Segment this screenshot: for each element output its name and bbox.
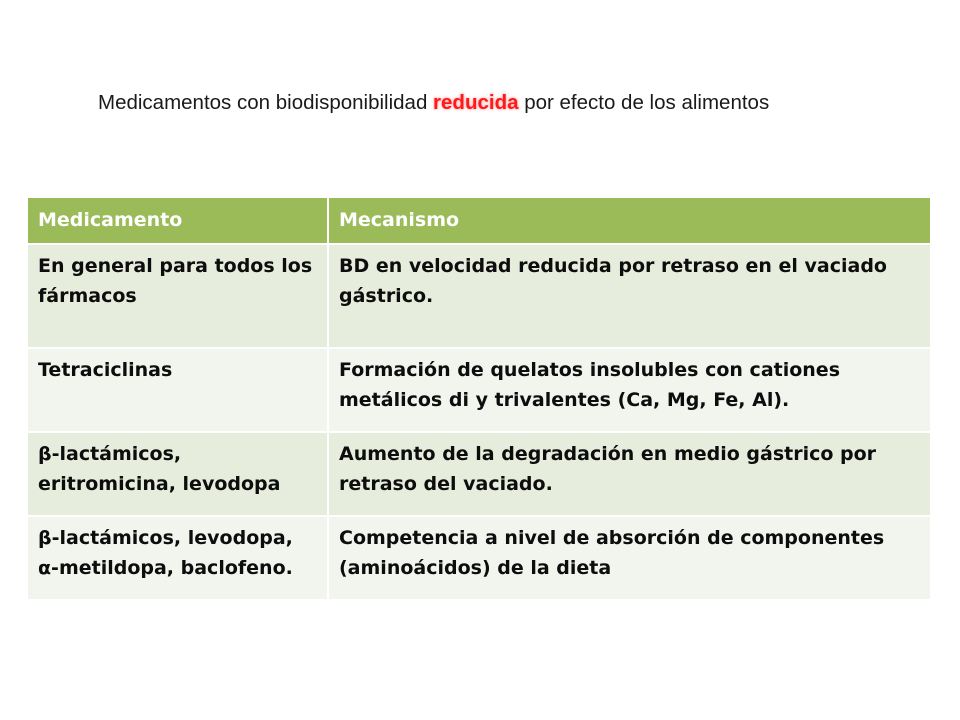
table-row [27,348,931,432]
cell-mecanismo: Competencia a nivel de absorción de componentes (aminoácidos) de la dieta [328,516,931,600]
table-header-row [27,197,931,244]
cell-medicamento: β-lactámicos, levodopa, α-metildopa, baclofeno. [27,516,328,600]
title-highlight-word: reducida [433,91,519,114]
cell-mecanismo: Aumento de la degradación en medio gástrico por retraso del vaciado. [328,432,931,516]
cell-medicamento: Tetraciclinas [27,348,328,432]
table-row [27,244,931,348]
cell-mecanismo: BD en velocidad reducida por retraso en el vaciado gástrico. [328,244,931,348]
table-row [27,432,931,516]
title-text-before: Medicamentos con biodisponibilidad [98,91,434,114]
cell-medicamento: En general para todos los fármacos [27,244,328,348]
medication-table [26,196,932,601]
cell-mecanismo: Formación de quelatos insolubles con cationes metálicos di y trivalentes (Ca, Mg, Fe, Al). [328,348,931,432]
slide-title [98,88,818,118]
header-mecanismo: Mecanismo [328,197,931,244]
header-medicamento: Medicamento [27,197,328,244]
cell-medicamento: β-lactámicos, eritromicina, levodopa [27,432,328,516]
table-row [27,516,931,600]
title-text-after: por efecto de los alimentos [518,91,770,114]
